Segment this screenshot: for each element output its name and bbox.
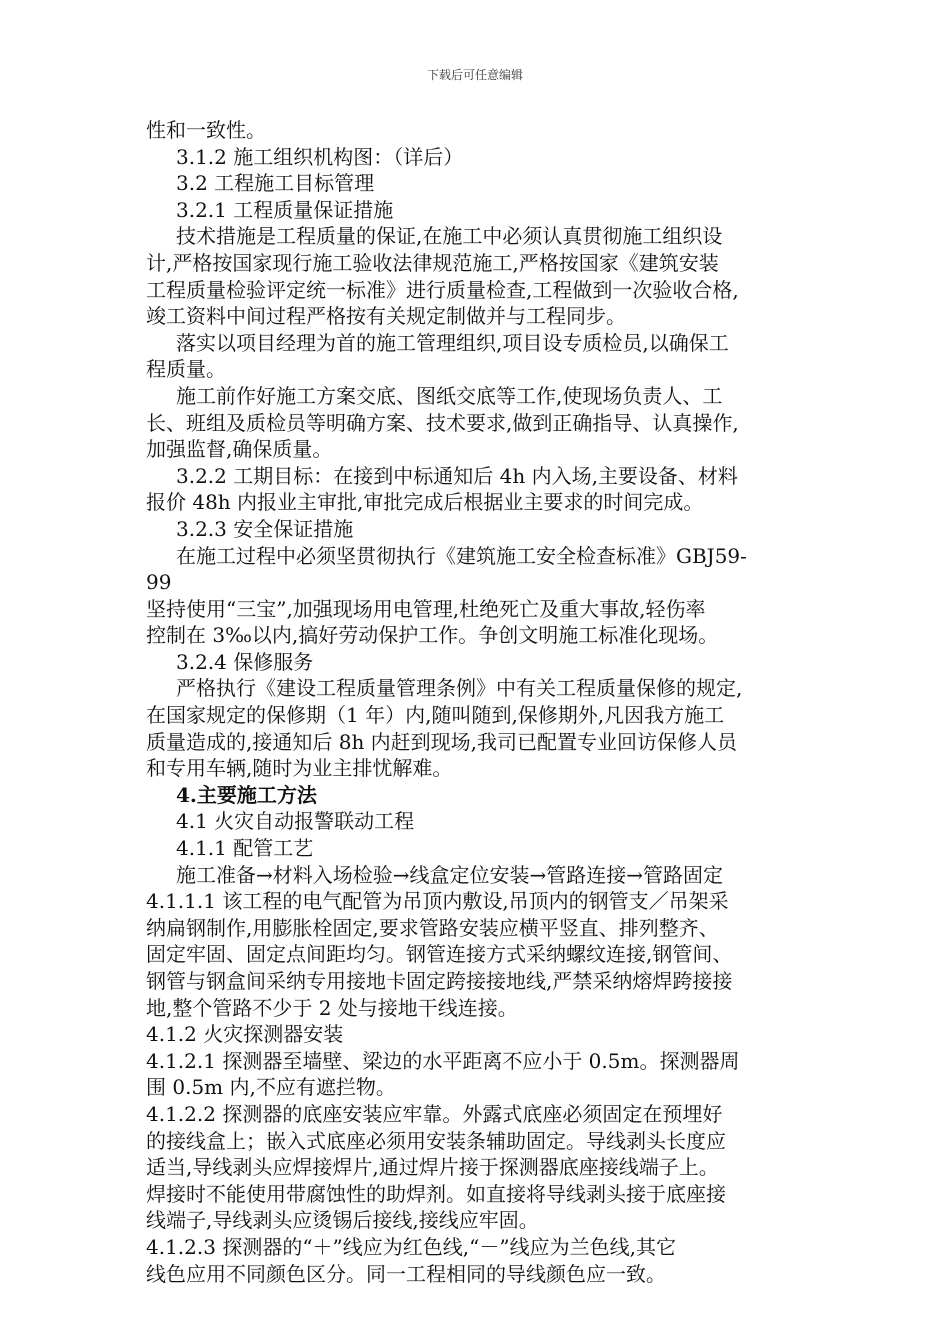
text-line: 程质量。 xyxy=(146,357,226,382)
text-line: 4.1.1.1 该工程的电气配管为吊顶内敷设,吊顶内的钢管支／吊架采 xyxy=(146,889,729,914)
text-line: 控制在 3‰以内,搞好劳动保护工作。争创文明施工标准化现场。 xyxy=(146,623,719,648)
text-line: 施工准备→材料入场检验→线盒定位安装→管路连接→管路固定 xyxy=(176,862,724,887)
text-line: 报价 48h 内报业主审批,审批完成后根据业主要求的时间完成。 xyxy=(146,490,704,515)
text-line: 4.1.2.3 探测器的“＋”线应为红色线,“－”线应为兰色线,其它 xyxy=(146,1234,676,1259)
text-line: 性和一致性。 xyxy=(146,118,266,142)
text-line: 钢管与钢盒间采纳专用接地卡固定跨接接地线,严禁采纳熔焊跨接接 xyxy=(146,969,733,993)
text-line: 3.2.3 安全保证措施 xyxy=(176,516,354,541)
text-line: 4.主要施工方法 xyxy=(176,782,317,807)
text-line: 适当,导线剥头应焊接焊片,通过焊片接于探测器底座接线端子上。 xyxy=(146,1155,719,1180)
page-header: 下载后可任意编辑 xyxy=(426,68,523,82)
text-line: 纳扁钢制作,用膨胀栓固定,要求管路安装应横平竖直、排列整齐、 xyxy=(146,915,719,940)
text-line: 3.2.4 保修服务 xyxy=(176,649,314,674)
text-line: 线色应用不同颜色区分。同一工程相同的导线颜色应一致。 xyxy=(146,1261,666,1286)
text-line: 严格执行《建设工程质量管理条例》中有关工程质量保修的规定, xyxy=(176,676,743,701)
text-line: 计,严格按国家现行施工验收法律规范施工,严格按国家《建筑安装 xyxy=(146,250,719,275)
text-line: 加强监督,确保质量。 xyxy=(146,437,333,462)
text-line: 3.2.1 工程质量保证措施 xyxy=(176,197,394,222)
text-line: 在施工过程中必须坚贯彻执行《建筑施工安全检查标准》GBJ59- xyxy=(176,543,747,568)
text-line: 线端子,导线剥头应烫锡后接线,接线应牢固。 xyxy=(146,1208,539,1233)
text-line: 固定牢固、固定点间距均匀。钢管连接方式采纳螺纹连接,钢管间、 xyxy=(146,942,733,967)
text-line: 4.1.2.1 探测器至墙壁、梁边的水平距离不应小于 0.5m。探测器周 xyxy=(146,1048,740,1073)
text-line: 围 0.5m 内,不应有遮拦物。 xyxy=(146,1075,396,1100)
text-line: 工程质量检验评定统一标准》进行质量检查,工程做到一次验收合格, xyxy=(146,277,739,302)
text-line: 4.1 火灾自动报警联动工程 xyxy=(176,809,415,834)
text-line: 在国家规定的保修期（1 年）内,随叫随到,保修期外,凡因我方施工 xyxy=(146,703,725,728)
text-line: 坚持使用“三宝”,加强现场用电管理,杜绝死亡及重大事故,轻伤率 xyxy=(146,596,706,621)
text-line: 3.2.2 工期目标：在接到中标通知后 4h 内入场,主要设备、材料 xyxy=(176,463,738,488)
text-line: 焊接时不能使用带腐蚀性的助焊剂。如直接将导线剥头接于底座接 xyxy=(146,1181,726,1206)
text-line: 竣工资料中间过程严格按有关规定制做并与工程同步。 xyxy=(146,304,626,329)
text-line: 99 xyxy=(146,570,172,595)
text-line: 和专用车辆,随时为业主排忧解难。 xyxy=(146,756,453,781)
text-line: 3.1.2 施工组织机构图：（详后） xyxy=(176,144,464,169)
text-line: 施工前作好施工方案交底、图纸交底等工作,使现场负责人、工 xyxy=(176,383,723,408)
text-line: 长、班组及质检员等明确方案、技术要求,做到正确指导、认真操作, xyxy=(146,410,739,435)
text-line: 落实以项目经理为首的施工管理组织,项目设专质检员,以确保工 xyxy=(176,330,729,355)
text-line: 4.1.2.2 探测器的底座安装应牢靠。外露式底座必须固定在预埋好 xyxy=(146,1101,723,1126)
text-line: 4.1.1 配管工艺 xyxy=(176,836,314,861)
text-line: 3.2 工程施工目标管理 xyxy=(176,171,375,196)
text-line: 4.1.2 火灾探测器安装 xyxy=(146,1022,344,1047)
text-line: 地,整个管路不少于 2 处与接地干线连接。 xyxy=(146,995,518,1020)
text-line: 的接线盒上；嵌入式底座必须用安装条辅助固定。导线剥头长度应 xyxy=(146,1128,726,1153)
text-line: 技术措施是工程质量的保证,在施工中必须认真贯彻施工组织设 xyxy=(176,224,723,249)
text-line: 质量造成的,接通知后 8h 内赶到现场,我司已配置专业回访保修人员 xyxy=(146,729,738,754)
document-body xyxy=(146,117,814,1287)
